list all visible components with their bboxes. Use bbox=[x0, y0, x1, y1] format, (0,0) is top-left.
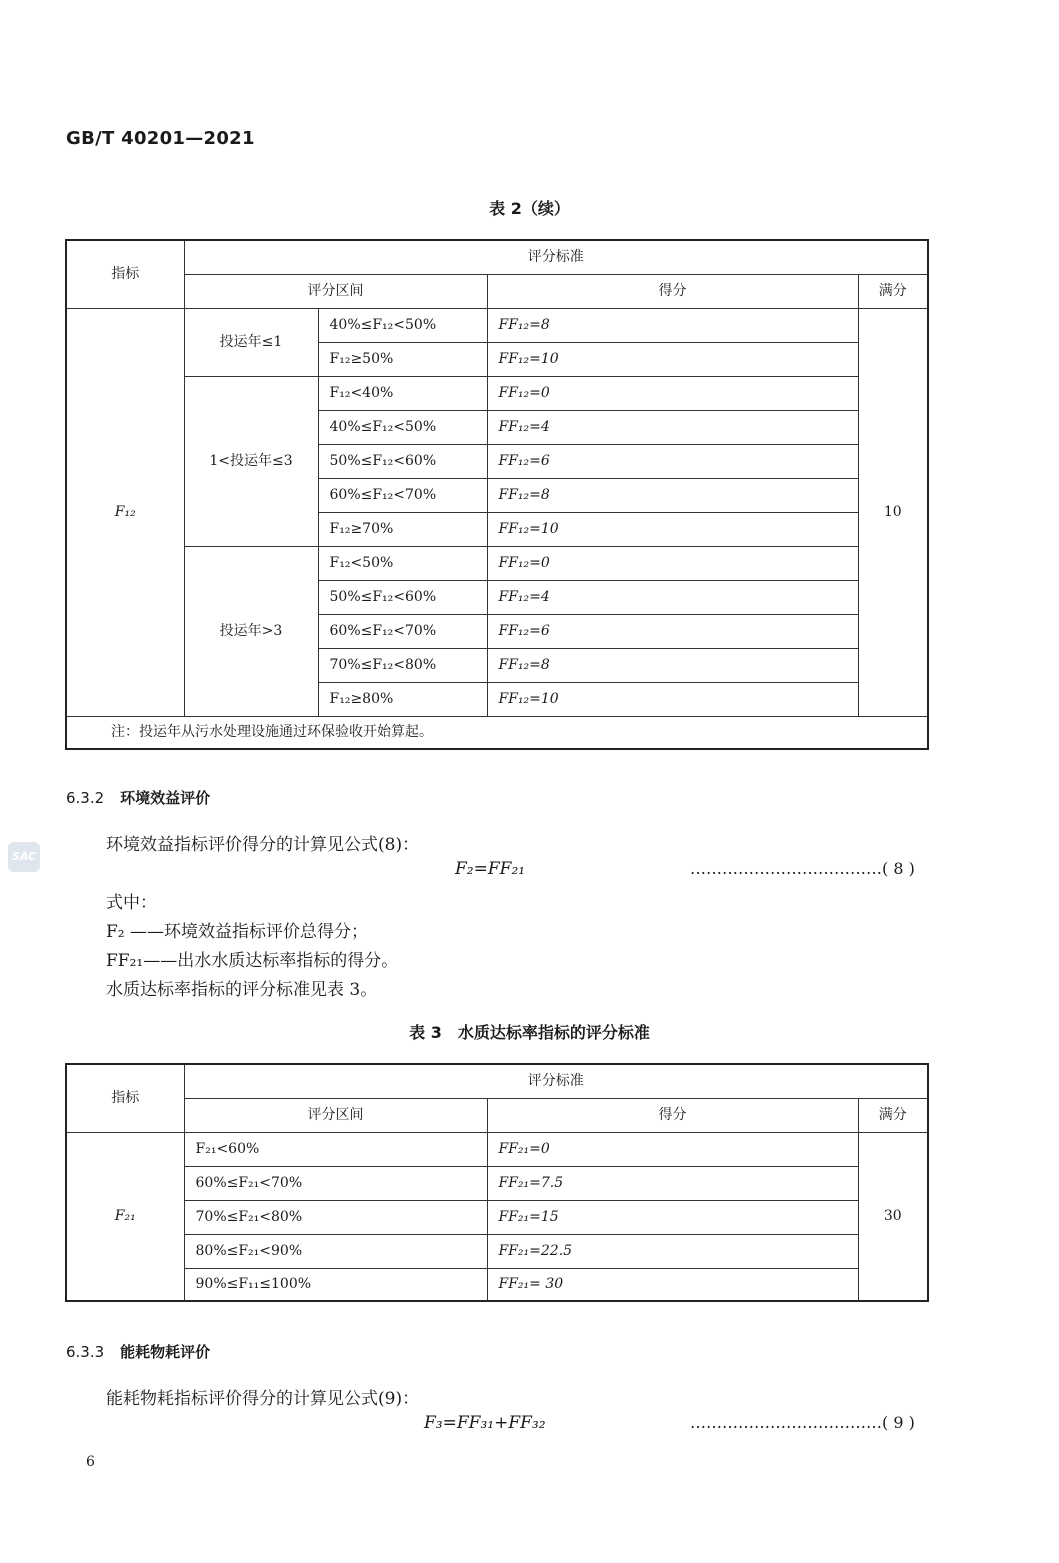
where-label: 式中： bbox=[106, 893, 157, 913]
table2-score: FF₁₂=10 bbox=[487, 342, 858, 376]
formula-8: F₂=FF₂₁ bbox=[455, 859, 526, 879]
table3-score: FF₂₁=22.5 bbox=[487, 1234, 858, 1268]
table2-head-indicator: 指标 bbox=[66, 240, 184, 308]
section-633-heading bbox=[66, 1341, 210, 1362]
table3-score: FF₂₁=0 bbox=[487, 1132, 858, 1166]
table2-interval: F₁₂≥70% bbox=[318, 512, 487, 546]
table3-reference: 水质达标率指标的评分标准见表 3。 bbox=[106, 980, 378, 1000]
table3-interval: 80%≤F₂₁<90% bbox=[184, 1234, 487, 1268]
table2-interval: 70%≤F₁₂<80% bbox=[318, 648, 487, 682]
table2-score: FF₁₂=8 bbox=[487, 308, 858, 342]
table3-head-interval: 评分区间 bbox=[184, 1098, 487, 1132]
table2-group-label: 投运年>3 bbox=[184, 546, 318, 716]
table2-group-label: 投运年≤1 bbox=[184, 308, 318, 376]
definition-f2: F₂ ——环境效益指标评价总得分； bbox=[106, 922, 369, 942]
table3-interval: F₂₁<60% bbox=[184, 1132, 487, 1166]
table2-head-full: 满分 bbox=[858, 274, 928, 308]
table2-head-score: 得分 bbox=[487, 274, 858, 308]
section-633-title: 能耗物耗评价 bbox=[120, 1343, 211, 1361]
table3-head-score: 得分 bbox=[487, 1098, 858, 1132]
table2 bbox=[65, 239, 929, 750]
table3-full-score: 30 bbox=[858, 1132, 928, 1301]
table2-interval: 40%≤F₁₂<50% bbox=[318, 308, 487, 342]
section-632-intro: 环境效益指标评价得分的计算见公式(8)： bbox=[106, 835, 420, 855]
table2-head-criteria: 评分标准 bbox=[184, 240, 928, 274]
table2-score: FF₁₂=0 bbox=[487, 546, 858, 580]
table2-interval: F₁₂≥80% bbox=[318, 682, 487, 716]
table2-score: FF₁₂=6 bbox=[487, 444, 858, 478]
section-632-title: 环境效益评价 bbox=[120, 789, 211, 807]
table2-score: FF₁₂=0 bbox=[487, 376, 858, 410]
table2-interval: 60%≤F₁₂<70% bbox=[318, 478, 487, 512]
section-632-number: 6.3.2 bbox=[66, 789, 105, 807]
formula-9: F₃=FF₃₁+FF₃₂ bbox=[424, 1413, 546, 1433]
table3 bbox=[65, 1063, 929, 1302]
table2-interval: 40%≤F₁₂<50% bbox=[318, 410, 487, 444]
table2-score: FF₁₂=10 bbox=[487, 512, 858, 546]
table3-interval: 60%≤F₂₁<70% bbox=[184, 1166, 487, 1200]
table2-indicator: F₁₂ bbox=[66, 308, 184, 716]
table3-score: FF₂₁=7.5 bbox=[487, 1166, 858, 1200]
table3-interval: 70%≤F₂₁<80% bbox=[184, 1200, 487, 1234]
table2-title: 表 2（续） bbox=[489, 199, 570, 218]
table2-interval: F₁₂≥50% bbox=[318, 342, 487, 376]
table2-score: FF₁₂=6 bbox=[487, 614, 858, 648]
table2-score: FF₁₂=4 bbox=[487, 410, 858, 444]
table2-note: 注：投运年从污水处理设施通过环保验收开始算起。 bbox=[66, 716, 928, 749]
table2-score: FF₁₂=8 bbox=[487, 648, 858, 682]
table3-score: FF₂₁=15 bbox=[487, 1200, 858, 1234]
formula-9-number: ………………………………( 9 ) bbox=[690, 1413, 915, 1432]
section-633-intro: 能耗物耗指标评价得分的计算见公式(9)： bbox=[106, 1389, 420, 1409]
table2-score: FF₁₂=10 bbox=[487, 682, 858, 716]
definition-ff21: FF₂₁——出水水质达标率指标的得分。 bbox=[106, 951, 399, 971]
table3-indicator: F₂₁ bbox=[66, 1132, 184, 1301]
table3-interval: 90%≤F₁₁≤100% bbox=[184, 1268, 487, 1301]
table2-interval: 60%≤F₁₂<70% bbox=[318, 614, 487, 648]
table2-interval: F₁₂<40% bbox=[318, 376, 487, 410]
sac-watermark-logo: SAC bbox=[8, 842, 40, 872]
table2-score: FF₁₂=4 bbox=[487, 580, 858, 614]
standard-id: GB/T 40201—2021 bbox=[66, 128, 255, 149]
page-number: 6 bbox=[86, 1454, 95, 1470]
table2-head-interval: 评分区间 bbox=[184, 274, 487, 308]
section-633-number: 6.3.3 bbox=[66, 1343, 105, 1361]
table3-title: 表 3 水质达标率指标的评分标准 bbox=[409, 1023, 650, 1042]
table2-group-label: 1<投运年≤3 bbox=[184, 376, 318, 546]
table2-interval: 50%≤F₁₂<60% bbox=[318, 444, 487, 478]
formula-8-number: ………………………………( 8 ) bbox=[690, 859, 915, 878]
table3-head-criteria: 评分标准 bbox=[184, 1064, 928, 1098]
table2-interval: F₁₂<50% bbox=[318, 546, 487, 580]
table3-head-indicator: 指标 bbox=[66, 1064, 184, 1132]
table2-score: FF₁₂=8 bbox=[487, 478, 858, 512]
table3-head-full: 满分 bbox=[858, 1098, 928, 1132]
table2-full-score: 10 bbox=[858, 308, 928, 716]
table2-interval: 50%≤F₁₂<60% bbox=[318, 580, 487, 614]
table3-score: FF₂₁= 30 bbox=[487, 1268, 858, 1301]
section-632-heading bbox=[66, 787, 210, 808]
